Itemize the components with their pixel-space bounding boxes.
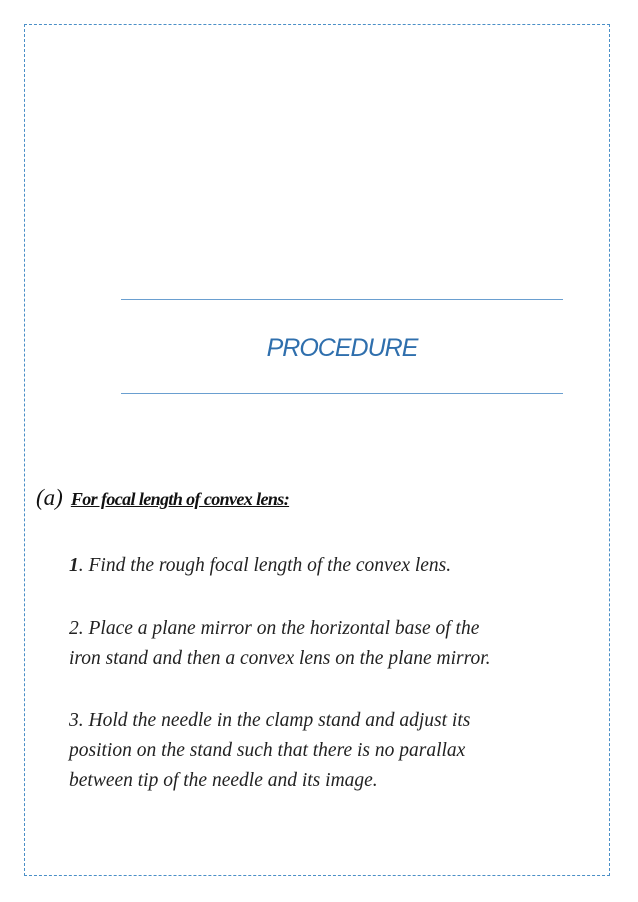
- step-number: 3: [69, 710, 79, 731]
- title-rule-top: [121, 299, 563, 300]
- page-title: PROCEDURE: [266, 334, 418, 362]
- step-line: between tip of the needle and its image.: [69, 770, 378, 791]
- procedure-step-3: [69, 706, 599, 796]
- step-line: [69, 706, 599, 736]
- procedure-step-1: [69, 551, 599, 581]
- section-heading: [36, 485, 289, 511]
- procedure-step-2: [69, 614, 599, 674]
- step-number: 1: [69, 555, 79, 576]
- step-text: . Find the rough focal length of the convex lens.: [78, 555, 452, 576]
- step-line: iron stand and then a convex lens on the plane mirror.: [69, 648, 491, 669]
- step-line: [69, 614, 599, 644]
- step-line: position on the stand such that there is no parallax: [69, 740, 466, 761]
- section-title: For focal length of convex lens:: [70, 489, 290, 509]
- step-number: 2: [69, 618, 79, 639]
- title-rule-bottom: [121, 393, 563, 394]
- step-line: [69, 551, 599, 581]
- step-text: . Place a plane mirror on the horizontal base of the: [78, 618, 480, 639]
- section-marker: (a): [36, 485, 63, 510]
- step-text: . Hold the needle in the clamp stand and adjust its: [78, 710, 471, 731]
